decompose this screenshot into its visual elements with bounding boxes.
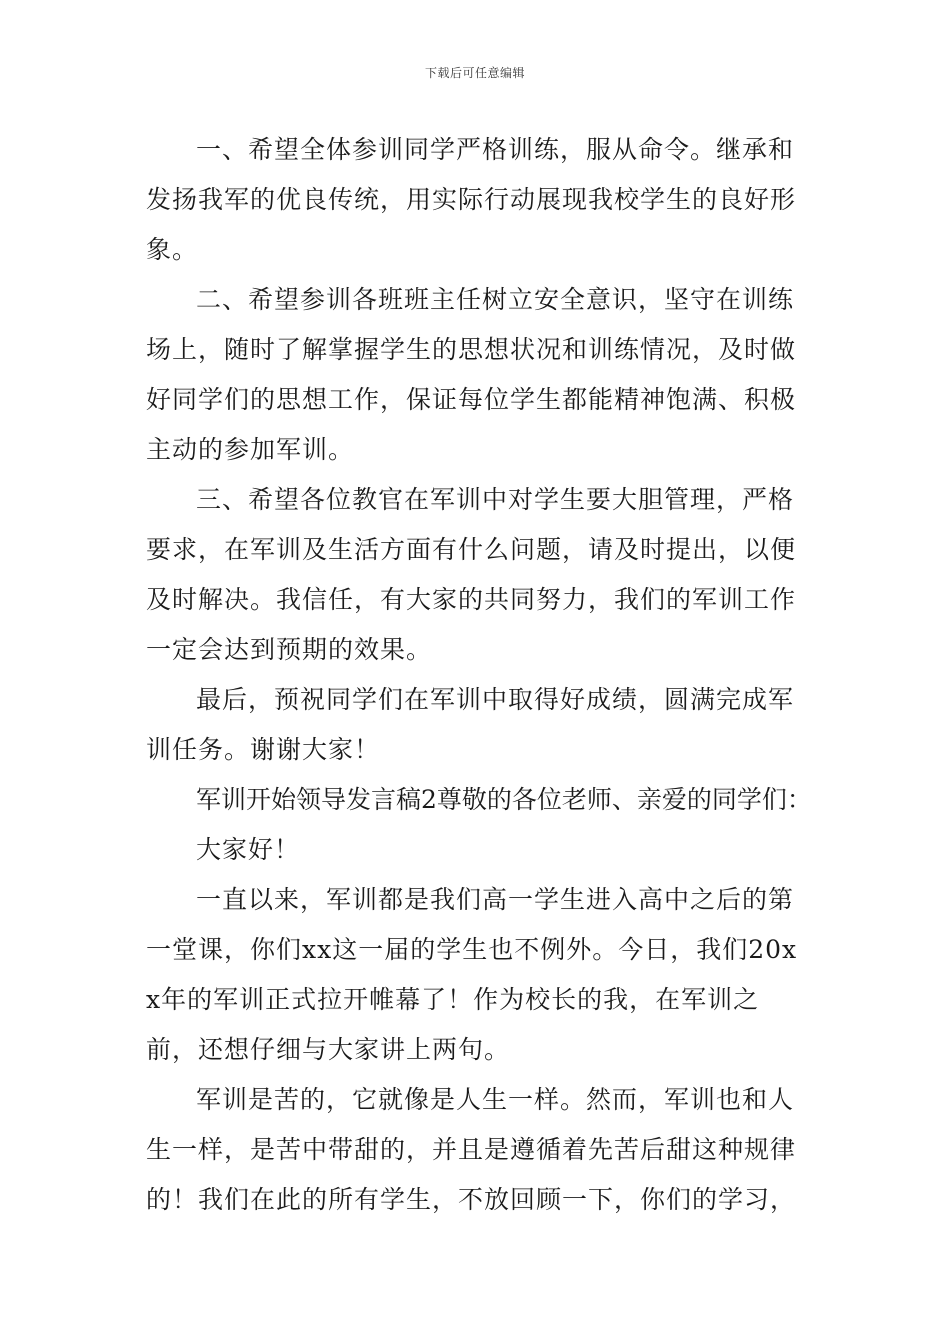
greeting-line: 大家好！: [196, 835, 301, 864]
document-body: [146, 125, 810, 1225]
page-header: 下载后可任意编辑: [424, 66, 525, 80]
speech-title-line: 军训开始领导发言稿2尊敬的各位老师、亲爱的同学们：: [196, 785, 812, 814]
paragraph-1: 一、希望全体参训同学严格训练，服从命令。继承和发扬我军的优良传统，用实际行动展现我校学生的良好形象。: [146, 135, 797, 264]
paragraph-2: 二、希望参训各班班主任树立安全意识，坚守在训练场上，随时了解掌握学生的思想状况和训练情况，及时做好同学们的思想工作，保证每位学生都能精神饱满、积极主动的参加军训。: [146, 285, 797, 464]
paragraph-3: 三、希望各位教官在军训中对学生要大胆管理，严格要求，在军训及生活方面有什么问题，请及时提出，以便及时解决。我信任，有大家的共同努力，我们的军训工作一定会达到预期的效果。: [146, 485, 797, 664]
paragraph-5: 一直以来，军训都是我们高一学生进入高中之后的第一堂课，你们xx这一届的学生也不例外。今日，我们20xx年的军训正式拉开帷幕了！作为校长的我，在军训之前，还想仔细与大家讲上两句。: [146, 885, 798, 1064]
paragraph-4: 最后，预祝同学们在军训中取得好成绩，圆满完成军训任务。谢谢大家！: [146, 685, 795, 764]
paragraph-6: 军训是苦的，它就像是人生一样。然而，军训也和人生一样，是苦中带甜的，并且是遵循着先苦后甜这种规律的！我们在此的所有学生，不放回顾一下，你们的学习，: [146, 1085, 797, 1214]
